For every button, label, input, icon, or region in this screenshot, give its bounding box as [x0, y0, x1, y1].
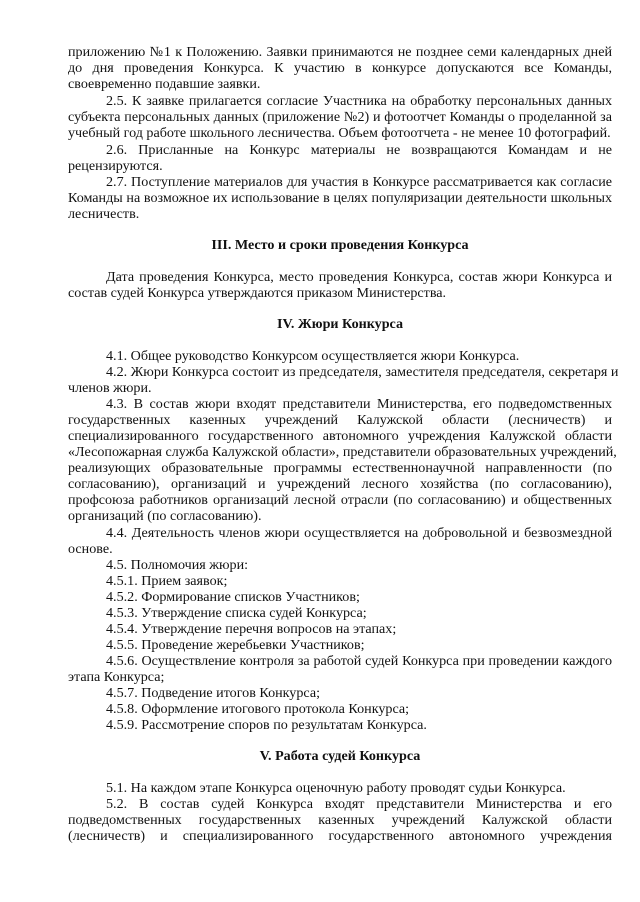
paragraph-2-6-line: 2.6. Присланные на Конкурс материалы не возвращаются Командам и не: [106, 142, 612, 158]
text-line: (лесничеств) и специализированного государственного автономного учреждения: [68, 828, 612, 844]
paragraph-4-4-line: 4.4. Деятельность членов жюри осуществляется на добровольной и безвозмездной: [106, 525, 612, 541]
paragraph-2-5-line: 2.5. К заявке прилагается согласие Участника на обработку персональных данных: [106, 93, 612, 109]
paragraph-5-1: 5.1. На каждом этапе Конкурса оценочную работу проводят судьи Конкурса.: [106, 780, 566, 796]
text-line: членов жюри.: [68, 380, 152, 396]
paragraph-4-2-line: 4.2. Жюри Конкурса состоит из председателя, заместителя председателя, секретаря и: [106, 364, 619, 380]
text-line: учебный год работе школьного лесничества. Объем фотоотчета - не менее 10 фотографий.: [68, 125, 611, 141]
list-item: 4.5.5. Проведение жеребьевки Участников;: [106, 637, 365, 653]
text-line: до дня проведения Конкурса. К участию в конкурсе допускаются все Команды,: [68, 60, 612, 76]
section-heading-5: V. Работа судей Конкурса: [259, 748, 421, 764]
text-line: рецензируются.: [68, 158, 163, 174]
list-item: 4.5.2. Формирование списков Участников;: [106, 589, 360, 605]
section-heading-4: IV. Жюри Конкурса: [276, 316, 404, 332]
text-line: основе.: [68, 541, 113, 557]
list-item: 4.5.8. Оформление итогового протокола Конкурса;: [106, 701, 410, 717]
section-3-line: Дата проведения Конкурса, место проведения Конкурса, состав жюри Конкурса и: [106, 269, 612, 285]
text-line: лесничеств.: [68, 206, 140, 222]
text-line: специализированного государственного автономного учреждения Калужской области: [68, 428, 612, 444]
paragraph-2-7-line: 2.7. Поступление материалов для участия в Конкурсе рассматривается как согласие: [106, 174, 612, 190]
paragraph-4-3-line: 4.3. В состав жюри входят представители Министерства, его подведомственных: [106, 396, 612, 412]
paragraph-4-1: 4.1. Общее руководство Конкурсом осуществляется жюри Конкурса.: [106, 348, 520, 364]
paragraph-4-5: 4.5. Полномочия жюри:: [106, 557, 249, 573]
list-item: 4.5.7. Подведение итогов Конкурса;: [106, 685, 320, 701]
section-heading-3: III. Место и сроки проведения Конкурса: [211, 237, 469, 253]
list-item: 4.5.1. Прием заявок;: [106, 573, 228, 589]
text-line: этапа Конкурса;: [68, 669, 165, 685]
text-line: организаций (по согласованию).: [68, 508, 262, 524]
text-line: государственных казенных учреждений Калужской области (лесничеств) и: [68, 412, 612, 428]
text-line: приложению №1 к Положению. Заявки принимаются не позднее семи календарных дней: [68, 44, 612, 60]
text-line: профсоюза работников организаций лесной отрасли (по согласованию) и общественных: [68, 492, 612, 508]
text-line: субъекта персональных данных (приложение №2) и фотоотчет Команды о проделанной за: [68, 109, 612, 125]
paragraph-5-2-line: 5.2. В состав судей Конкурса входят представители Министерства и его: [106, 796, 612, 812]
text-line: состав судей Конкурса утверждаются приказом Министерства.: [68, 285, 447, 301]
text-line: реализующих образовательные программы естественнонаучной направленности (по: [68, 460, 612, 476]
list-item: 4.5.6. Осуществление контроля за работой судей Конкурса при проведении каждого: [106, 653, 612, 669]
text-line: согласованию), организаций и учреждений лесного хозяйства (по согласованию),: [68, 476, 612, 492]
list-item: 4.5.4. Утверждение перечня вопросов на этапах;: [106, 621, 397, 637]
text-line: Команды на возможное их использование в целях популяризации деятельности школьных: [68, 190, 612, 206]
text-line: подведомственных государственных казенных учреждений Калужской области: [68, 812, 612, 828]
list-item: 4.5.9. Рассмотрение споров по результатам Конкурса.: [106, 717, 427, 733]
text-line: своевременно подавшие заявки.: [68, 76, 261, 92]
text-line: «Лесопожарная служба Калужской области», представители образовательных учреждений,: [68, 444, 617, 460]
list-item: 4.5.3. Утверждение списка судей Конкурса;: [106, 605, 367, 621]
